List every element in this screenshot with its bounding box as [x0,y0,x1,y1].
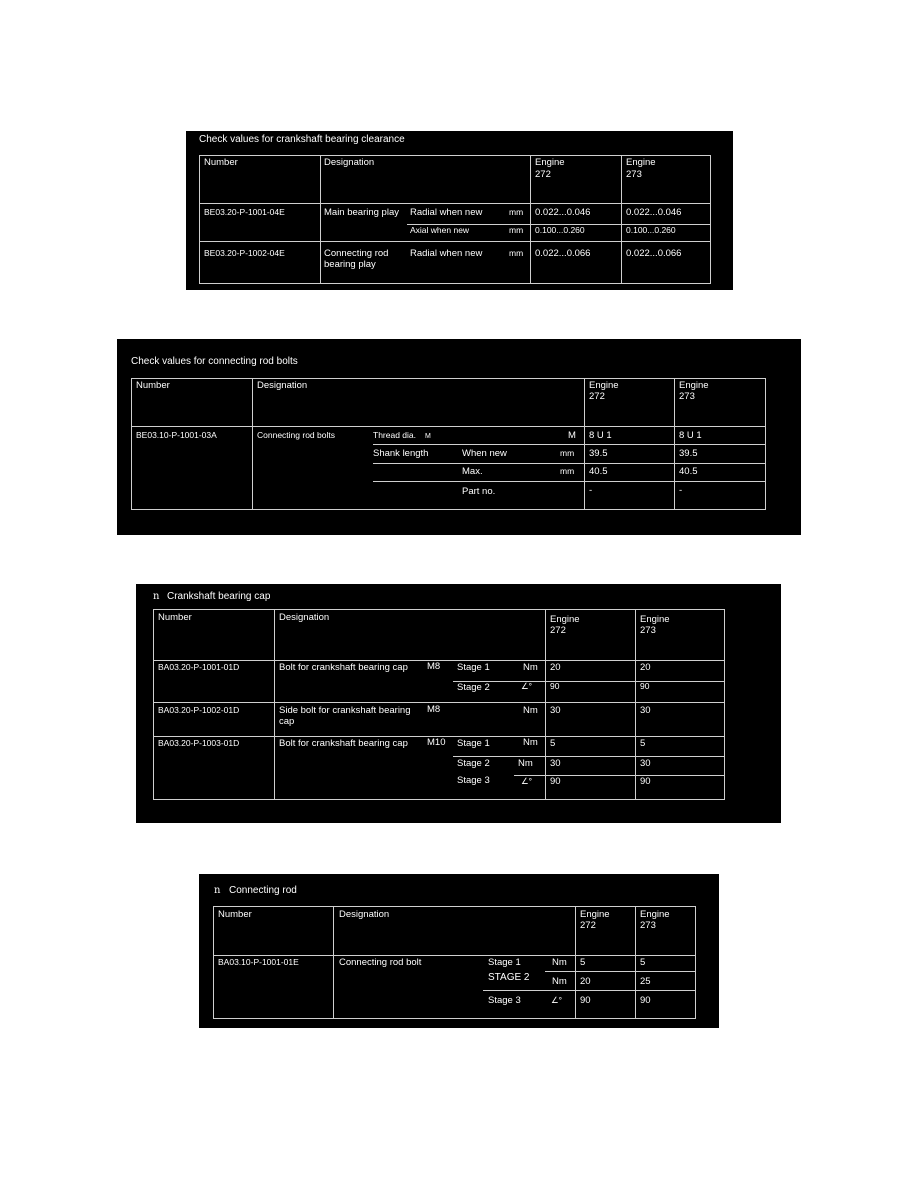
column-header-engine-272-number: 272 [589,391,605,402]
row-value-272: 39.5 [589,448,608,459]
column-header-designation: Designation [339,909,390,920]
row-value-273: 90 [640,681,650,691]
column-header-designation: Designation [324,157,375,168]
row-value-272: 20 [580,976,591,987]
row-value-273: 0.100...0.260 [626,225,676,235]
grid-line [373,463,766,464]
row-value-273: 90 [640,776,651,787]
column-header-engine-272-number: 272 [535,169,551,180]
grid-line [320,155,321,284]
row-value-273: - [679,485,683,496]
column-header-number: Number [218,909,252,920]
row-unit: Nm [523,737,538,748]
row-unit: mm [560,448,575,458]
column-header-engine-273: Engine [640,614,670,625]
row-value-272: 5 [580,957,586,968]
connecting-rod-bolts-panel [117,339,801,535]
row-sub-parameter: Part no. [462,486,496,497]
column-header-engine-272: Engine [535,157,565,168]
row-number: BE03.20-P-1002-04E [204,248,285,258]
row-unit: Nm [552,976,567,987]
row-unit: M [568,430,576,441]
row-designation: Main bearing play [324,207,399,218]
grid-line [453,681,725,682]
row-parameter: Radial when new [410,207,483,218]
crankshaft-bearing-clearance-panel [186,131,733,290]
row-sub-parameter: Max. [462,466,483,477]
column-header-designation: Designation [257,380,308,391]
grid-line [514,775,725,776]
row-designation: Bolt for crankshaft bearing cap [279,662,408,673]
column-header-number: Number [204,157,238,168]
column-header-engine-273-number: 273 [679,391,695,402]
row-unit: Nm [523,662,538,673]
row-unit: mm [560,466,575,476]
row-unit: ∠° [551,995,563,1005]
row-size: M8 [427,704,441,715]
row-value-272: 0.022...0.046 [535,207,591,218]
row-designation-line-2: cap [279,716,295,727]
grid-line [635,906,636,1019]
row-unit: mm [509,248,524,258]
row-value-272: 40.5 [589,466,608,477]
row-value-273: 30 [640,758,651,769]
grid-line [621,155,622,284]
row-value-272: - [589,485,593,496]
table-title: Crankshaft bearing cap [167,591,271,602]
row-unit: mm [509,225,524,235]
bullet-icon: n [153,591,160,602]
grid-line [545,971,696,972]
row-value-273: 5 [640,738,646,749]
row-designation: Bolt for crankshaft bearing cap [279,738,408,749]
row-value-272: 8 U 1 [589,430,612,441]
row-size: M10 [427,737,446,748]
row-value-272: 20 [550,662,561,673]
column-header-engine-272-number: 272 [580,920,596,931]
column-header-number: Number [136,380,170,391]
grid-line [635,609,636,800]
grid-line [252,378,253,510]
grid-line [199,241,711,242]
grid-line [373,481,766,482]
row-value-272: 0.100...0.260 [535,225,585,235]
row-designation: Connecting rod bolts [257,430,335,440]
column-header-engine-273-number: 273 [640,920,656,931]
row-unit: Nm [523,705,538,716]
row-unit: ∠° [521,776,533,786]
row-value-272: 90 [580,995,591,1006]
row-number: BA03.20-P-1003-01D [158,738,240,748]
row-value-272: 30 [550,705,561,716]
grid-line [274,609,275,800]
column-header-number: Number [158,612,192,623]
row-value-273: 39.5 [679,448,698,459]
grid-line [333,906,334,1019]
grid-line [483,990,696,991]
column-header-engine-273-number: 273 [626,169,642,180]
row-number: BA03.20-P-1002-01D [158,705,240,715]
row-value-273: 30 [640,705,651,716]
row-value-273: 5 [640,957,646,968]
row-value-272: 90 [550,776,561,787]
column-header-engine-273: Engine [640,909,670,920]
column-header-engine-272: Engine [580,909,610,920]
column-header-engine-273-number: 273 [640,625,656,636]
row-designation: Connecting rod bolt [339,957,422,968]
grid-line [545,609,546,800]
row-value-273: 8 U 1 [679,430,702,441]
row-value-272: 0.022...0.066 [535,248,591,259]
row-value-272: 90 [550,681,560,691]
crankshaft-bearing-cap-panel [136,584,781,823]
row-unit: Nm [552,957,567,968]
table-title: Connecting rod [229,885,297,896]
column-header-engine-272-number: 272 [550,625,566,636]
row-value-273: 25 [640,976,651,987]
row-stage: Stage 3 [457,775,490,786]
grid-line [530,155,531,284]
row-unit: Nm [518,758,533,769]
row-stage: Stage 3 [488,995,521,1006]
connecting-rod-panel [199,874,719,1028]
row-number: BE03.20-P-1001-04E [204,207,285,217]
row-parameter: Shank length [373,448,429,459]
grid-line [131,426,766,427]
row-value-273: 90 [640,995,651,1006]
row-value-272: 5 [550,738,556,749]
row-value-273: 0.022...0.046 [626,207,682,218]
column-header-engine-273: Engine [679,380,709,391]
column-header-designation: Designation [279,612,330,623]
grid-line [213,955,696,956]
row-unit: ∠° [521,681,533,691]
row-number: BE03.10-P-1001-03A [136,430,217,440]
grid-line [373,444,766,445]
bullet-icon: n [214,885,221,896]
grid-line [153,702,725,703]
row-designation-line-1: Connecting rod [324,248,389,259]
row-designation-line-2: bearing play [324,259,376,270]
row-value-273: 20 [640,662,651,673]
column-header-engine-273: Engine [626,157,656,168]
row-stage: STAGE 2 [488,972,530,983]
grid-line [453,756,725,757]
row-value-273: 0.022...0.066 [626,248,682,259]
row-number: BA03.10-P-1001-01E [218,957,299,967]
row-symbol: M [425,433,431,440]
grid-line [199,203,711,204]
row-value-272: 30 [550,758,561,769]
row-stage: Stage 2 [457,682,490,693]
row-unit: mm [509,207,524,217]
row-parameter: Thread dia. [373,430,416,440]
grid-line [575,906,576,1019]
row-parameter: Axial when new [410,225,470,235]
row-parameter: Radial when new [410,248,483,259]
table-title: Check values for connecting rod bolts [131,356,298,367]
column-header-engine-272: Engine [550,614,580,625]
row-number: BA03.20-P-1001-01D [158,662,240,672]
row-value-273: 40.5 [679,466,698,477]
column-header-engine-272: Engine [589,380,619,391]
table-title: Check values for crankshaft bearing clearance [199,134,405,145]
row-stage: Stage 1 [457,662,490,673]
row-stage: Stage 1 [457,738,490,749]
row-sub-parameter: When new [462,448,507,459]
row-stage: Stage 2 [457,758,490,769]
row-size: M8 [427,661,441,672]
row-designation-line-1: Side bolt for crankshaft bearing [279,705,411,716]
row-stage: Stage 1 [488,957,521,968]
